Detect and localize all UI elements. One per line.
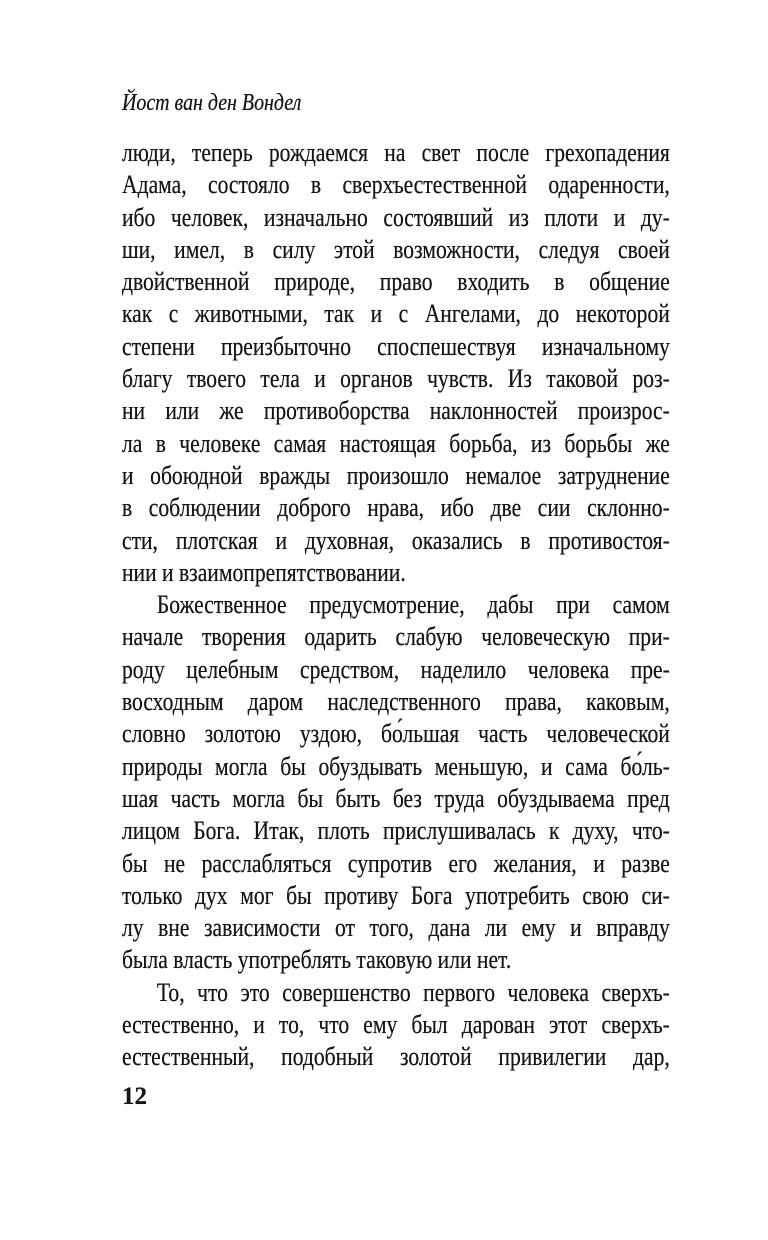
page-number: 12: [122, 1083, 147, 1110]
text-line: люди, теперь рождаемся на свет после грехопадения: [122, 138, 670, 167]
text-line: нии и взаимопрепятствовании.: [122, 557, 406, 587]
text-line: как с животными, так и с Ангелами, до некоторой: [122, 299, 670, 329]
text-line: естественно, и то, что ему был дарован этот сверхъ-: [122, 1010, 670, 1040]
text-line: ла в человеке самая настоящая борьба, из борьбы же: [122, 428, 670, 458]
text-line: ибо человек, изначально состоявший из плоти и ду-: [122, 202, 670, 232]
text-line: Божественное предусмотрение, дабы при самом: [156, 590, 670, 620]
running-header: Йост ван ден Вондел: [122, 90, 302, 116]
text-line: бы не расслабляться супротив его желания, и разве: [122, 848, 670, 878]
text-line: Адама, состояло в сверхъестественной одаренности,: [122, 170, 670, 200]
text-line: начале творения одарить слабую человеческую при-: [122, 622, 670, 652]
text-line: благу твоего тела и органов чувств. Из таковой роз-: [122, 364, 670, 394]
text-line: в соблюдении доброго нрава, ибо две сии склонно-: [122, 493, 670, 523]
text-line: лу вне зависимости от того, дана ли ему и вправду: [122, 913, 670, 943]
text-line: роду целебным средством, наделило человека пре-: [122, 654, 670, 684]
text-line: ни или же противоборства наклонностей произрос-: [122, 396, 670, 426]
text-line: ши, имел, в силу этой возможности, следуя своей: [122, 234, 670, 264]
text-line: была власть употреблять таковую или нет.: [122, 945, 512, 975]
text-line: двойственной природе, право входить в общение: [122, 267, 670, 297]
paragraph: [122, 589, 768, 977]
text-line: восходным даром наследственного права, каковым,: [122, 687, 670, 717]
text-line: степени преизбыточно споспешествуя изначальному: [122, 331, 670, 361]
text-line: лицом Бога. Итак, плоть прислушивалась к духу, что-: [122, 816, 670, 846]
text-line: природы могла бы обуздывать меньшую, и сама бо́ль-: [122, 751, 670, 781]
text-line: сти, плотская и духовная, оказались в противостоя-: [122, 525, 670, 555]
text-line: только дух мог бы противу Бога употребить свою си-: [122, 880, 670, 910]
text-line: естественный, подобный золотой привилегии дар,: [122, 1042, 670, 1072]
text-line: шая часть могла бы быть без труда обуздываема пред: [122, 783, 670, 813]
paragraph: [122, 137, 768, 589]
page-text: [122, 137, 768, 1074]
text-line: То, что это совершенство первого человека сверхъ-: [156, 977, 670, 1007]
text-line: словно золотою уздою, бо́льшая часть человеческой: [122, 719, 670, 749]
text-line: и обоюдной вражды произошло немалое затруднение: [122, 460, 670, 490]
paragraph: [122, 977, 768, 1074]
